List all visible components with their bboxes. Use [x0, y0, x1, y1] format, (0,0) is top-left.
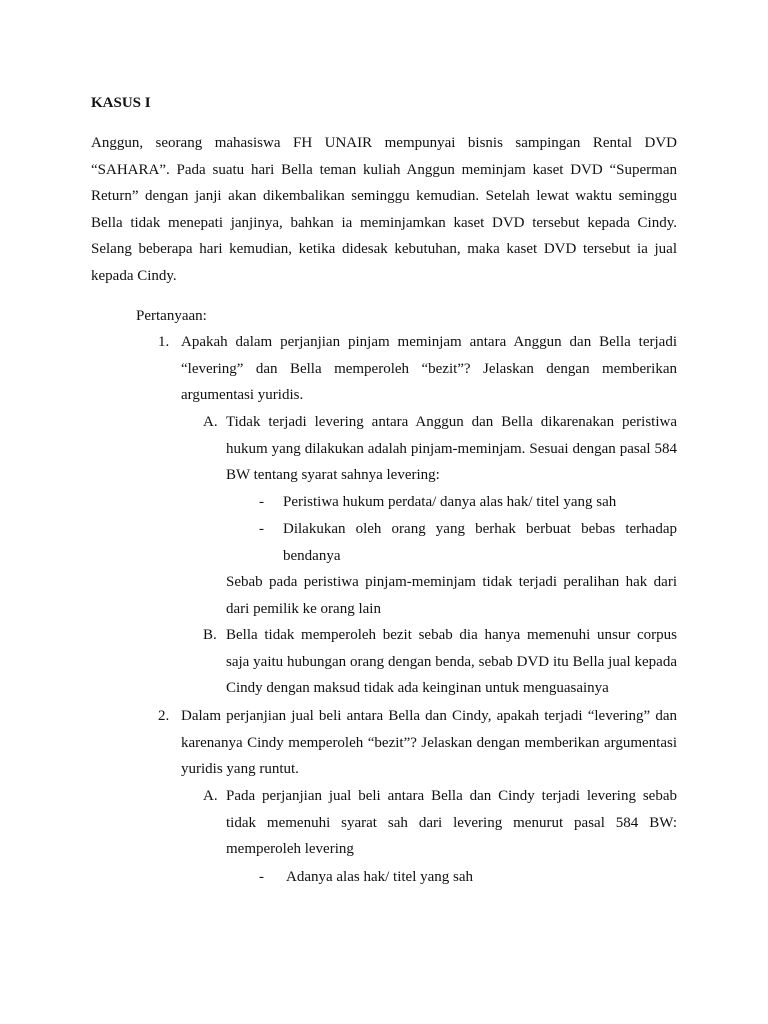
case-description: Anggun, seorang mahasiswa FH UNAIR mempunyai bisnis sampingan Rental DVD “SAHARA”. Pada suatu hari Bella teman kuliah Anggun meminjam kaset DVD “Superman Return” dengan janji akan dikembalikan seminggu kemudian. Setelah lewat waktu seminggu Bella tidak menepati janjinya, bahkan ia meminjamkan kaset DVD tersebut kepada Cindy. Selang beberapa hari kemudian, ketika didesak kebutuhan, maka kaset DVD tersebut ia jual kepada Cindy. [91, 135, 677, 284]
answer-1a-bullet-1-marker: - [259, 494, 264, 510]
answer-1b-marker: B. [203, 627, 217, 643]
question-1-number: 1. [158, 334, 170, 350]
answer-1a-bullet-2-marker: - [259, 521, 264, 537]
answer-1a-text: Tidak terjadi levering antara Anggun dan Bella dikarenakan peristiwa hukum yang dilakukan adalah pinjam-meminjam. Sesuai dengan pasal 584 BW tentang syarat sahnya levering: [226, 414, 677, 484]
answer-2a-marker: A. [203, 788, 218, 804]
questions-label: Pertanyaan: [136, 308, 207, 324]
answer-1a-marker: A. [203, 414, 218, 430]
answer-2a-bullet-1-marker: - [259, 869, 264, 885]
answer-1a-bullet-2-text: Dilakukan oleh orang yang berhak berbuat bebas terhadap bendanya [283, 521, 677, 564]
answer-1a-closing: Sebab pada peristiwa pinjam-meminjam tidak terjadi peralihan hak dari dari pemilik ke orang lain [226, 574, 677, 617]
question-2-number: 2. [158, 708, 170, 724]
question-1-text: Apakah dalam perjanjian pinjam meminjam antara Anggun dan Bella terjadi “levering” dan Bella memperoleh “bezit”? Jelaskan dengan memberikan argumentasi yuridis. [181, 334, 677, 404]
answer-1b-text: Bella tidak memperoleh bezit sebab dia hanya memenuhi unsur corpus saja yaitu hubungan orang dengan benda, sebab DVD itu Bella jual kepada Cindy dengan maksud tidak ada keinginan untuk menguasainya [226, 627, 677, 697]
answer-2a-text: Pada perjanjian jual beli antara Bella dan Cindy terjadi levering sebab tidak memenuhi syarat sah dari levering menurut pasal 584 BW: memperoleh levering [226, 788, 677, 858]
answer-1a-bullet-1-text: Peristiwa hukum perdata/ danya alas hak/ titel yang sah [283, 494, 617, 510]
case-heading: KASUS I [91, 95, 151, 111]
answer-2a-bullet-1-text: Adanya alas hak/ titel yang sah [286, 869, 474, 885]
question-2-text: Dalam perjanjian jual beli antara Bella dan Cindy, apakah terjadi “levering” dan karenanya Cindy memperoleh “bezit”? Jelaskan dengan memberikan argumentasi yuridis yang runtut. [181, 708, 677, 778]
